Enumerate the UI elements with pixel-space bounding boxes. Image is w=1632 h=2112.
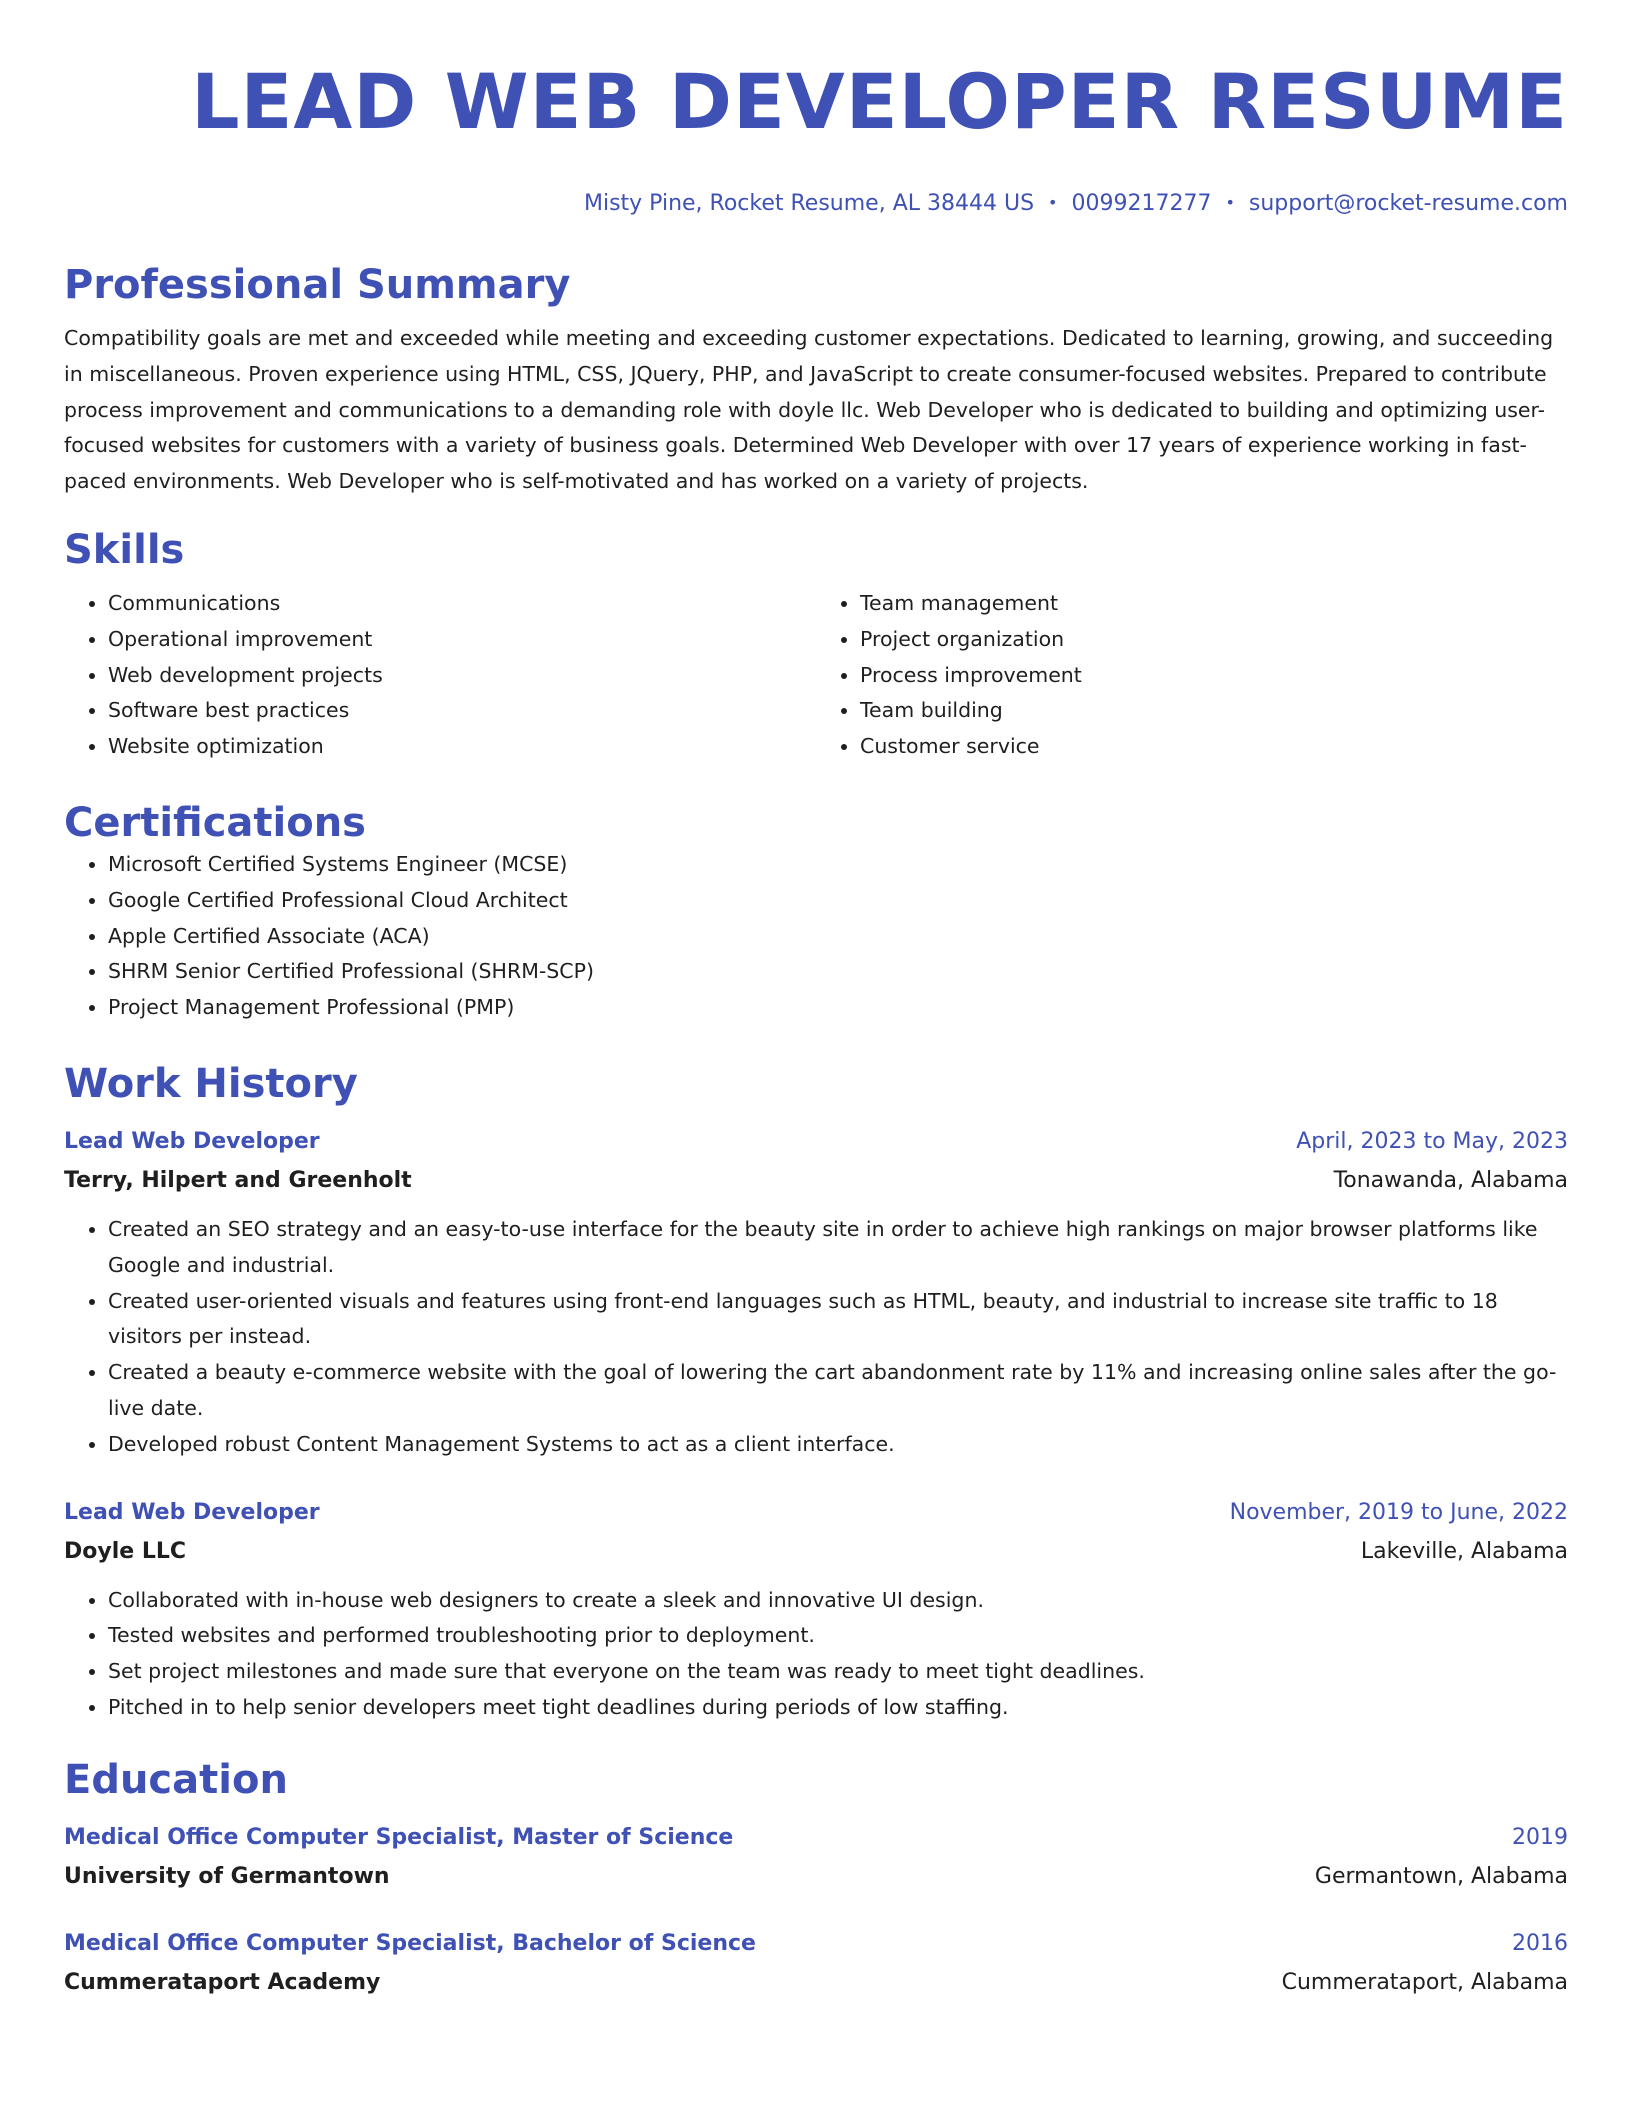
certification-item: • SHRM Senior Certified Professional (SHRM-SCP) <box>108 954 1568 990</box>
job-entry <box>64 1493 1568 1726</box>
education-school: Cummerataport Academy <box>64 1969 381 1995</box>
contact-email: support@rocket-resume.com <box>1248 191 1568 216</box>
job-company: Doyle LLC <box>64 1538 187 1564</box>
certification-item: • Apple Certified Associate (ACA) <box>108 919 1568 955</box>
job-dates: November, 2019 to June, 2022 <box>1229 1499 1568 1525</box>
summary-text: Compatibility goals are met and exceeded while meeting and exceeding customer expectations. Dedicated to learning, growing, and succeeding in miscellaneous. Proven experience using HTML, CSS, JQuery, PHP, and JavaScript to create consumer-focused websites. Prepared to contribute process improvement and communications to a demanding role with doyle llc. Web Developer who is dedicated to building and optimizing user-focused websites for customers with a variety of business goals. Determined Web Developer with over 17 years of experience working in fast-paced environments. Web Developer who is self-motivated and has worked on a variety of projects. <box>64 326 1554 494</box>
skill-item: • Team management <box>860 586 1568 622</box>
work-history-heading: Work History <box>64 1060 358 1107</box>
job-subheader <box>64 1162 1568 1200</box>
education-entry <box>64 1924 1568 2002</box>
contact-line <box>64 188 1568 219</box>
skill-item: • Web development projects <box>108 658 816 694</box>
skills-column-right <box>816 586 1568 765</box>
contact-phone: 0099217277 <box>1071 191 1212 216</box>
job-bullet: • Developed robust Content Management Systems to act as a client interface. <box>108 1427 1568 1463</box>
skill-item: • Operational improvement <box>108 622 816 658</box>
education-location: Cummerataport, Alabama <box>1281 1969 1568 1995</box>
skills-column-left <box>64 586 816 765</box>
skill-item: • Communications <box>108 586 816 622</box>
certifications-heading: Certifications <box>64 799 366 846</box>
contact-separator: • <box>1225 193 1235 212</box>
resume-title: LEAD WEB DEVELOPER RESUME <box>191 57 1568 146</box>
education-school: University of Germantown <box>64 1863 390 1889</box>
contact-separator: • <box>1048 193 1058 212</box>
job-role: Lead Web Developer <box>64 1128 320 1154</box>
education-year: 2016 <box>1512 1930 1568 1956</box>
job-bullet: • Tested websites and performed troubleshooting prior to deployment. <box>108 1618 1568 1654</box>
education-degree: Medical Office Computer Specialist, Bachelor of Science <box>64 1930 756 1956</box>
education-location: Germantown, Alabama <box>1314 1863 1568 1889</box>
job-bullet: • Pitched in to help senior developers meet tight deadlines during periods of low staffing. <box>108 1690 1568 1726</box>
job-role: Lead Web Developer <box>64 1499 320 1525</box>
skill-item: • Process improvement <box>860 658 1568 694</box>
education-header <box>64 1818 1568 1858</box>
job-subheader <box>64 1533 1568 1571</box>
education-subheader <box>64 1964 1568 2002</box>
job-bullets <box>64 1583 1568 1726</box>
skill-item: • Website optimization <box>108 729 816 765</box>
job-location: Tonawanda, Alabama <box>1333 1167 1568 1193</box>
job-company: Terry, Hilpert and Greenholt <box>64 1167 412 1193</box>
skill-item: • Project organization <box>860 622 1568 658</box>
education-subheader <box>64 1858 1568 1896</box>
job-bullet: • Set project milestones and made sure that everyone on the team was ready to meet tight deadlines. <box>108 1654 1568 1690</box>
education-header <box>64 1924 1568 1964</box>
job-header <box>64 1493 1568 1533</box>
certification-item: • Google Certified Professional Cloud Architect <box>108 883 1568 919</box>
skill-item: • Customer service <box>860 729 1568 765</box>
job-entry <box>64 1122 1568 1463</box>
job-dates: April, 2023 to May, 2023 <box>1296 1128 1568 1154</box>
job-bullet: • Created an SEO strategy and an easy-to-use interface for the beauty site in order to achieve high rankings on major browser platforms like Google and industrial. <box>108 1212 1568 1284</box>
skill-item: • Team building <box>860 693 1568 729</box>
education-entry <box>64 1818 1568 1896</box>
job-header <box>64 1122 1568 1162</box>
certification-item: • Project Management Professional (PMP) <box>108 990 1568 1026</box>
job-location: Lakeville, Alabama <box>1360 1538 1568 1564</box>
skills-heading: Skills <box>64 526 185 573</box>
job-bullets <box>64 1212 1568 1463</box>
certifications-list <box>64 847 1568 1026</box>
job-bullet: • Created user-oriented visuals and features using front-end languages such as HTML, beauty, and industrial to increase site traffic to 18 visitors per instead. <box>108 1284 1568 1356</box>
education-degree: Medical Office Computer Specialist, Master of Science <box>64 1824 734 1850</box>
job-bullet: • Created a beauty e-commerce website with the goal of lowering the cart abandonment rate by 11% and increasing online sales after the go-live date. <box>108 1355 1568 1427</box>
contact-address: Misty Pine, Rocket Resume, AL 38444 US <box>583 191 1035 216</box>
certification-item: • Microsoft Certified Systems Engineer (MCSE) <box>108 847 1568 883</box>
job-bullet: • Collaborated with in-house web designers to create a sleek and innovative UI design. <box>108 1583 1568 1619</box>
education-year: 2019 <box>1512 1824 1568 1850</box>
skills-list <box>64 586 1568 765</box>
skill-item: • Software best practices <box>108 693 816 729</box>
summary-heading: Professional Summary <box>64 262 571 308</box>
education-heading: Education <box>64 1756 288 1803</box>
